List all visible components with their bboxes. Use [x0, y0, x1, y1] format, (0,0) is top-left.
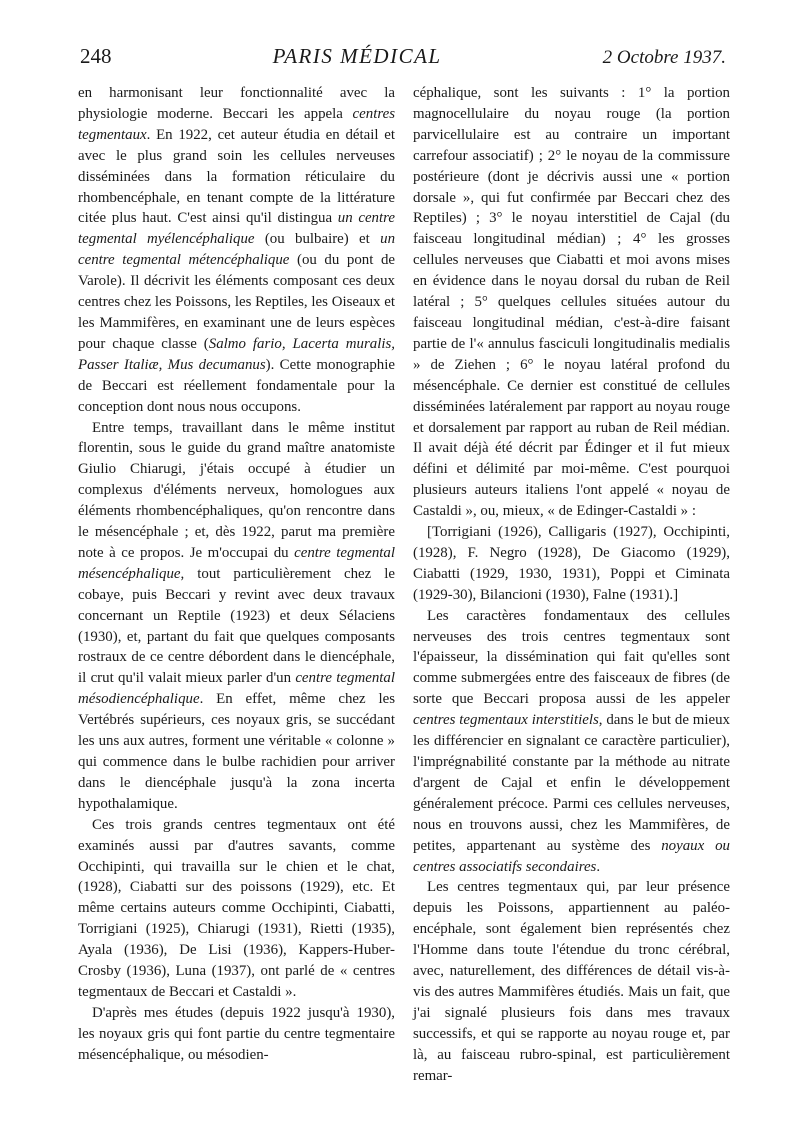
paragraph: Les centres tegmentaux qui, par leur présence depuis les Poissons, appartiennent au paléo-encéphale, sont également bien représentés chez l'Homme dans toute l'étendue du tronc cérébral, avec, naturellement, des différences de détail vis-à-vis des autres Mammifères étudiés. Mais un fait, que j'ai signalé plusieurs fois dans mes travaux successifs, et qui se rapporte au noyau rouge et, par là, au faisceau rubro-spinal, est particulièrement remar-: [413, 879, 730, 1084]
paragraph: Entre temps, travaillant dans le même institut florentin, sous le guide du grand maître anatomiste Giulio Chiarugi, j'étais occupé à étudier un complexus d'éléments nerveux, homologues aux éléments rhombencéphaliques, qu'on rencontre dans le mésencéphale ; et, dès 1922, parut ma première note à ce propos. Je m'occupai du centre tegmental mésencéphalique, tout particulièrement chez le cobaye, puis Beccari y revint avec deux travaux concernant un Reptile (1923) et deux Sélaciens (1930), et, partant du fait que quelques composants rostraux de ce centre débordent dans le diencéphale, il crut qu'il valait mieux parler d'un centre tegmental mésodiencéphalique. En effet, même chez les Vertébrés supérieurs, ces noyaux gris, se succédant les uns aux autres, forment une véritable « colonne » qui commence dans le bulbe rachidien pour arriver dans le diencéphale jusqu'à la zona incerta hypothalamique.: [78, 419, 395, 812]
paragraph: [Torrigiani (1926), Calligaris (1927), Occhipinti, (1928), F. Negro (1928), De Giacomo (1929), Ciabatti (1929, 1930, 1931), Poppi et Ciminata (1929-30), Bilancioni (1930), Falne (1931).]: [413, 524, 730, 603]
page-number: 248: [80, 44, 112, 68]
paragraph: Les caractères fondamentaux des cellules nerveuses des trois centres tegmentaux sont l'épaisseur, la dissémination qui fait qu'elles sont comme submergées entre des faisceaux de fibres (de sorte que Beccari proposa aussi de les appeler centres tegmentaux interstitiels, dans le but de mieux les différencier en signalant ce caractère particulier), l'imprégnabilité constante par la méthode au nitrate d'argent de Cajal et enfin le développement généralement précoce. Parmi ces cellules nerveuses, nous en trouvons aussi, chez les Mammifères, de petites, appartenant au système des noyaux ou centres associatifs secondaires.: [413, 607, 730, 875]
running-header: [80, 44, 726, 74]
paragraph: Ces trois grands centres tegmentaux ont été examinés aussi par d'autres savants, comme Occhipinti, qui travailla sur le chien et le chat, (1928), Ciabatti sur des poissons (1929), etc. Et même certains auteurs comme Occhipinti, Ciabatti, Torrigiani (1925), Chiarugi (1931), Rietti (1935), Ayala (1936), De Lisi (1936), Kappers-Huber-Crosby (1936), Luna (1937), ont parlé de « centres tegmentaux de Beccari et Castaldi ».: [78, 816, 395, 1000]
paragraph: D'après mes études (depuis 1922 jusqu'à 1930), les noyaux gris qui font partie du centre tegmentaire mésencéphalique, ou mésodien-: [78, 1004, 395, 1063]
left-column: [78, 83, 395, 1066]
right-column: [413, 83, 730, 1087]
paragraph: en harmonisant leur fonctionnalité avec la physiologie moderne. Beccari les appela centres tegmentaux. En 1922, cet auteur étudia en détail et avec le plus grand soin les cellules nerveuses disséminées dans la formation réticulaire du rhombencéphale, en tenant compte de la littérature citée plus haut. C'est ainsi qu'il distingua un centre tegmental myélencéphalique (ou bulbaire) et un centre tegmental métencéphalique (ou du pont de Varole). Il décrivit les éléments composant ces deux centres chez les Poissons, les Reptiles, les Oiseaux et les Mammifères, en examinant une de leurs espèces pour chaque classe (Salmo fario, Lacerta muralis, Passer Italiæ, Mus decumanus). Cette monographie de Beccari est réellement fondamentale pour la conception dont nous nous occupons.: [78, 85, 396, 415]
paragraph: céphalique, sont les suivants : 1° la portion magnocellulaire du noyau rouge (la portion parvicellulaire est au contraire un important carrefour associatif) ; 2° le noyau de la commissure postérieure (dont je décrivis aussi une « portion dorsale », qui fut confirmée par Beccari chez des Reptiles) ; 3° le noyau interstitiel de Cajal (du faisceau longitudinal médian) ; 4° les grosses cellules nerveuses que Ciabatti et moi avons mises en évidence dans le noyau dorsal du ruban de Reil latéral ; 5° quelques cellules situées autour du faisceau longitudinal médian, c'est-à-dire faisant partie de l'« annulus fasciculi longitudinalis medialis » de Ziehen ; 6° le noyau latéral profond du mésencéphale. Ce dernier est constitué de cellules disséminées latéralement par rapport au noyau rouge et dorsalement par rapport au ruban de Reil médian. Il avait déjà été décrit par Édinger et il fut mieux défini et délimité par moi-même. C'est pourquoi plusieurs auteurs italiens l'ont appelé « noyau de Castaldi », ou, mieux, « de Edinger-Castaldi » :: [413, 85, 730, 520]
issue-date: 2 Octobre 1937.: [602, 47, 726, 68]
journal-title: PARIS MÉDICAL: [272, 44, 442, 68]
